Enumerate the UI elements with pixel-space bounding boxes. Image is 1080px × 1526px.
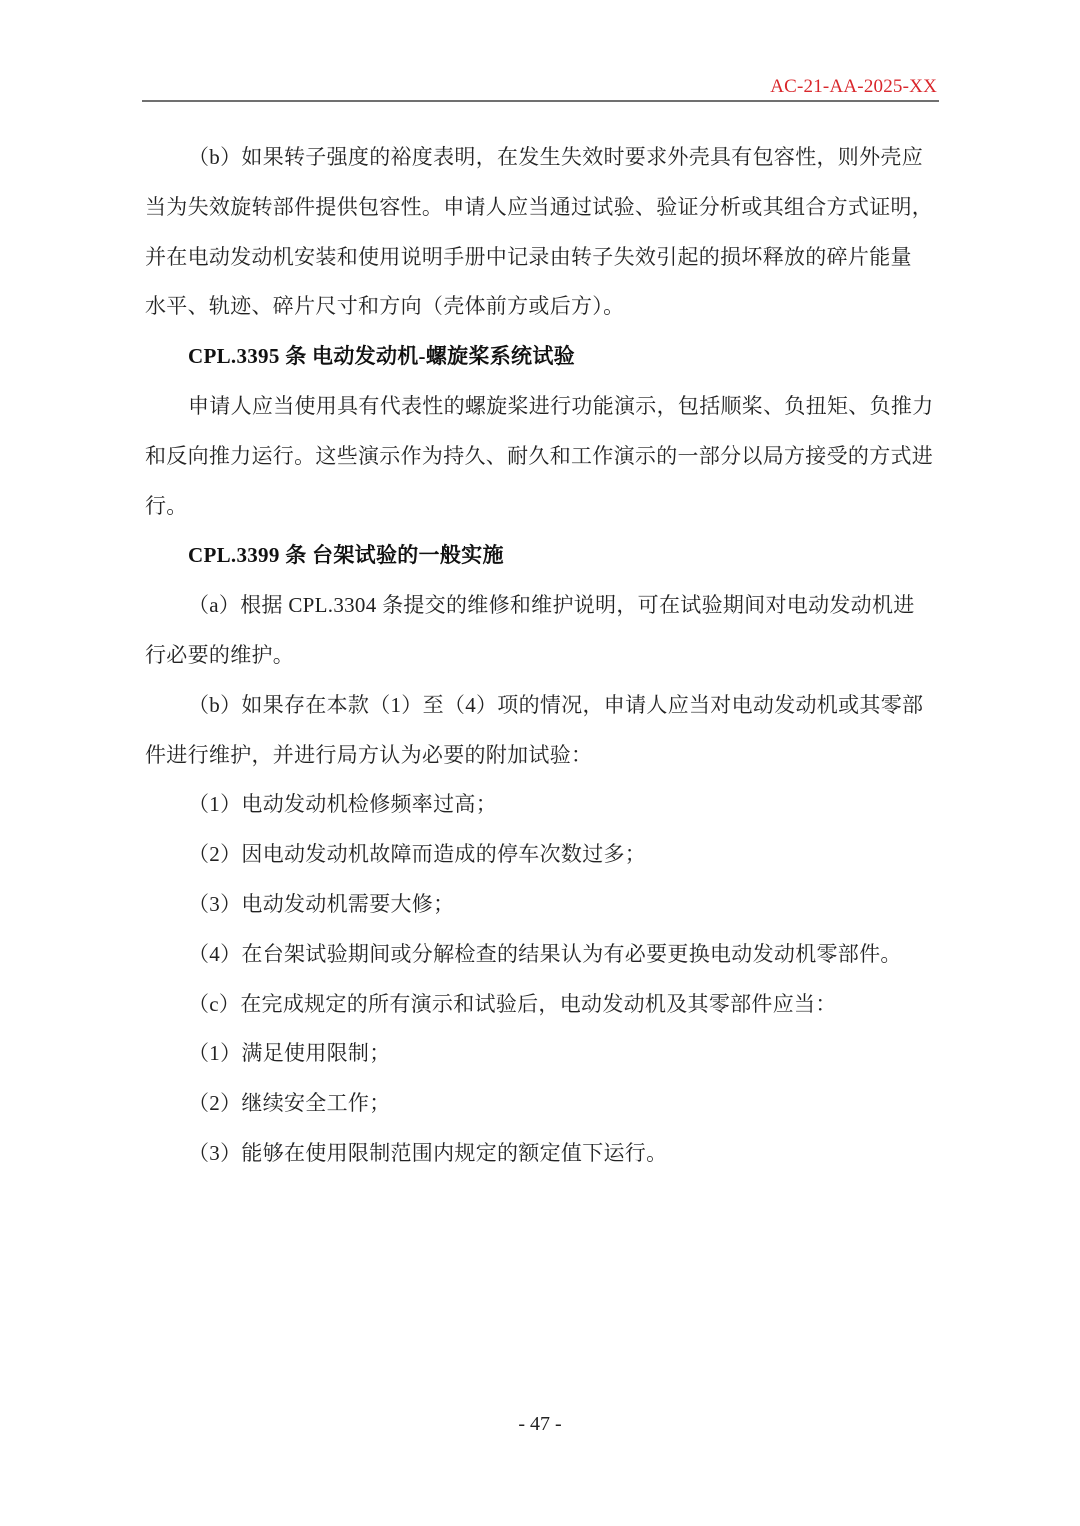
page-number: - 47 - — [518, 1413, 562, 1435]
list-item: （2）因电动发动机故障而造成的停车次数过多； — [188, 842, 647, 867]
header-divider — [142, 100, 939, 102]
list-item: （2）继续安全工作； — [188, 1091, 391, 1116]
list-item: （4）在台架试验期间或分解检查的结果认为有必要更换电动发动机零部件。 — [188, 941, 902, 966]
document-code: AC-21-AA-2025-XX — [770, 76, 937, 97]
page-body — [145, 133, 937, 1179]
section-heading-3395: CPL.3395 条 电动发动机-螺旋桨系统试验 — [188, 344, 575, 369]
paragraph-line: 申请人应当使用具有代表性的螺旋桨进行功能演示，包括顺桨、负扭矩、负推力 — [188, 393, 934, 418]
paragraph-line: （b）如果转子强度的裕度表明，在发生失效时要求外壳具有包容性，则外壳应 — [188, 145, 923, 169]
paragraph-line: （c）在完成规定的所有演示和试验后，电动发动机及其零部件应当： — [188, 991, 837, 1016]
paragraph-line: 件进行维护，并进行局方认为必要的附加试验： — [145, 742, 593, 767]
paragraph-line: 水平、轨迹、碎片尺寸和方向（壳体前方或后方）。 — [145, 294, 625, 319]
paragraph-line: 和反向推力运行。这些演示作为持久、耐久和工作演示的一部分以局方接受的方式进 — [145, 443, 934, 468]
paragraph-line: 并在电动发动机安装和使用说明手册中记录由转子失效引起的损坏释放的碎片能量 — [145, 244, 912, 269]
list-item: （3）电动发动机需要大修； — [188, 891, 455, 916]
section-heading-3399: CPL.3399 条 台架试验的一般实施 — [188, 543, 504, 568]
list-item: （3）能够在使用限制范围内规定的额定值下运行。 — [188, 1140, 668, 1165]
paragraph-line: 行必要的维护。 — [145, 642, 295, 667]
paragraph-line: （a）根据 CPL.3304 条提交的维修和维护说明，可在试验期间对电动发动机进 — [188, 593, 915, 618]
list-item: （1）满足使用限制； — [188, 1041, 391, 1066]
paragraph-line: （b）如果存在本款（1）至（4）项的情况，申请人应当对电动发动机或其零部 — [188, 692, 924, 717]
paragraph-line: 行。 — [145, 493, 188, 518]
paragraph-line: 当为失效旋转部件提供包容性。申请人应当通过试验、验证分析或其组合方式证明， — [145, 194, 934, 219]
list-item: （1）电动发动机检修频率过高； — [188, 792, 497, 817]
